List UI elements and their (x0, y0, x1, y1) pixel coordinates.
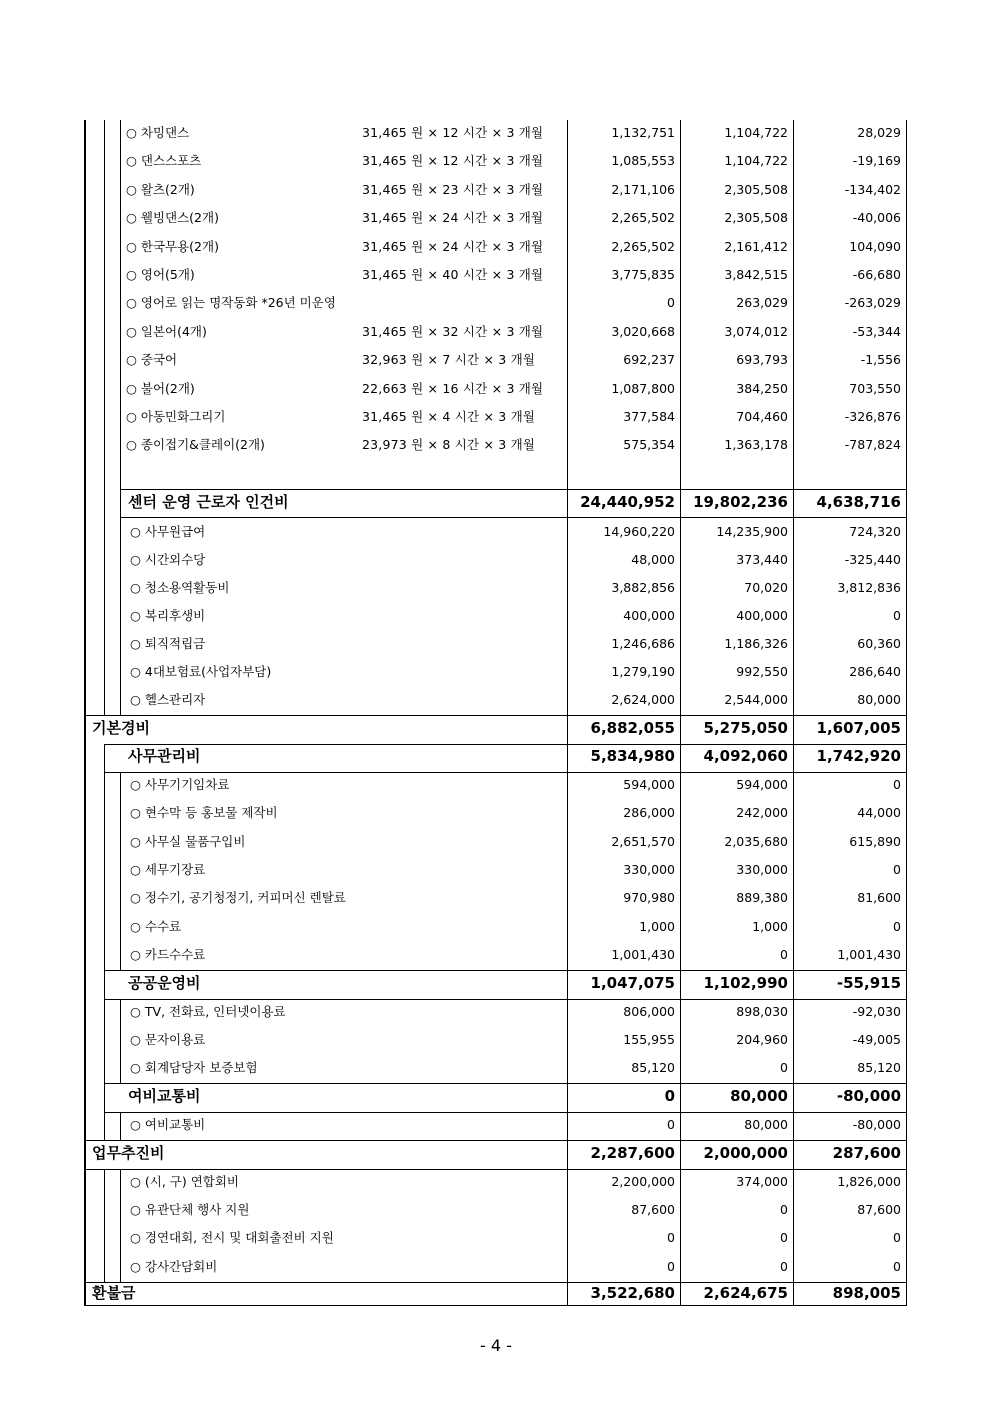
actual-value: 2,305,508 (724, 182, 788, 197)
course-name: ○ 댄스스포츠 (126, 153, 202, 168)
actual-value: 1,104,722 (724, 125, 788, 140)
course-calculation: 31,465 원 × 23 시간 × 3 개월 (362, 182, 544, 197)
line-item-name: ○ 헬스관리자 (130, 692, 206, 707)
course-calculation: 31,465 원 × 32 시간 × 3 개월 (362, 324, 544, 339)
difference-value: -49,005 (852, 1032, 901, 1047)
budget-value: 48,000 (631, 552, 675, 567)
table-rule (120, 999, 121, 1083)
budget-value: 0 (667, 1117, 675, 1132)
actual-value: 2,624,675 (703, 1284, 788, 1302)
budget-value: 2,200,000 (611, 1174, 675, 1189)
actual-value: 374,000 (736, 1174, 788, 1189)
section-title-staff: 센터 운영 근로자 인건비 (128, 493, 289, 511)
course-calculation: 31,465 원 × 4 시간 × 3 개월 (362, 409, 536, 424)
line-item-name: ○ 4대보험료(사업자부담) (130, 664, 272, 679)
actual-value: 0 (780, 1230, 788, 1245)
table-rule (104, 970, 907, 971)
actual-value: 693,793 (736, 352, 788, 367)
budget-value: 3,882,856 (611, 580, 675, 595)
budget-value: 1,246,686 (611, 636, 675, 651)
table-rule (84, 715, 907, 716)
course-name: ○ 차밍댄스 (126, 125, 190, 140)
budget-value: 575,354 (623, 437, 675, 452)
line-item-name: ○ 사무실 물품구입비 (130, 834, 246, 849)
difference-value: -53,344 (852, 324, 901, 339)
difference-value: -55,915 (836, 974, 901, 992)
budget-value: 1,047,075 (590, 974, 675, 992)
budget-value: 0 (667, 1230, 675, 1245)
budget-value: 1,085,553 (611, 153, 675, 168)
section-title-travel: 여비교통비 (128, 1087, 201, 1105)
difference-value: -40,006 (852, 210, 901, 225)
budget-value: 3,020,668 (611, 324, 675, 339)
table-rule (84, 1169, 907, 1170)
actual-value: 2,161,412 (724, 239, 788, 254)
budget-value: 0 (664, 1087, 675, 1105)
course-name: ○ 웰빙댄스(2개) (126, 210, 219, 225)
table-rule (680, 120, 681, 1306)
actual-value: 2,305,508 (724, 210, 788, 225)
actual-value: 0 (780, 947, 788, 962)
difference-value: 0 (893, 1230, 901, 1245)
course-calculation: 31,465 원 × 12 시간 × 3 개월 (362, 125, 544, 140)
budget-value: 1,087,800 (611, 381, 675, 396)
difference-value: 60,360 (857, 636, 901, 651)
actual-value: 2,544,000 (724, 692, 788, 707)
line-item-name: ○ 복리후생비 (130, 608, 206, 623)
section-title-public: 공공운영비 (128, 974, 201, 992)
budget-value: 400,000 (623, 608, 675, 623)
table-rule (104, 772, 907, 773)
course-name: ○ 일본어(4개) (126, 324, 207, 339)
actual-value: 242,000 (736, 805, 788, 820)
difference-value: 28,029 (857, 125, 901, 140)
section-title-refund: 환불금 (92, 1284, 136, 1302)
difference-value: 615,890 (849, 834, 901, 849)
actual-value: 400,000 (736, 608, 788, 623)
difference-value: -263,029 (844, 295, 901, 310)
difference-value: 1,742,920 (816, 747, 901, 765)
difference-value: -326,876 (844, 409, 901, 424)
difference-value: 898,005 (832, 1284, 901, 1302)
course-name: ○ 불어(2개) (126, 381, 195, 396)
difference-value: -80,000 (852, 1117, 901, 1132)
budget-value: 1,279,190 (611, 664, 675, 679)
table-rule (104, 744, 105, 1141)
actual-value: 594,000 (736, 777, 788, 792)
section-title-basic: 기본경비 (92, 719, 150, 737)
budget-value: 155,955 (623, 1032, 675, 1047)
difference-value: 80,000 (857, 692, 901, 707)
actual-value: 373,440 (736, 552, 788, 567)
actual-value: 14,235,900 (716, 524, 788, 539)
actual-value: 889,380 (736, 890, 788, 905)
difference-value: -92,030 (852, 1004, 901, 1019)
actual-value: 898,030 (736, 1004, 788, 1019)
difference-value: -80,000 (836, 1087, 901, 1105)
budget-value: 14,960,220 (603, 524, 675, 539)
course-calculation: 23,973 원 × 8 시간 × 3 개월 (362, 437, 536, 452)
course-calculation: 31,465 원 × 24 시간 × 3 개월 (362, 239, 544, 254)
table-rule (906, 120, 907, 1306)
difference-value: 1,607,005 (816, 719, 901, 737)
line-item-name: ○ 퇴직적립금 (130, 636, 206, 651)
difference-value: 104,090 (849, 239, 901, 254)
line-item-name: ○ 세무기장료 (130, 862, 206, 877)
difference-value: -1,556 (860, 352, 901, 367)
table-rule (84, 1305, 907, 1306)
budget-value: 3,775,835 (611, 267, 675, 282)
difference-value: -19,169 (852, 153, 901, 168)
budget-value: 970,980 (623, 890, 675, 905)
difference-value: 85,120 (857, 1060, 901, 1075)
table-rule (104, 999, 907, 1000)
actual-value: 384,250 (736, 381, 788, 396)
section-title-promo: 업무추진비 (92, 1144, 165, 1162)
difference-value: 0 (893, 1259, 901, 1274)
difference-value: 0 (893, 862, 901, 877)
difference-value: -134,402 (844, 182, 901, 197)
budget-value: 1,132,751 (611, 125, 675, 140)
line-item-name: ○ 여비교통비 (130, 1117, 206, 1132)
actual-value: 992,550 (736, 664, 788, 679)
budget-value: 286,000 (623, 805, 675, 820)
actual-value: 4,092,060 (703, 747, 788, 765)
budget-value: 0 (667, 295, 675, 310)
difference-value: 81,600 (857, 890, 901, 905)
actual-value: 80,000 (730, 1087, 788, 1105)
actual-value: 330,000 (736, 862, 788, 877)
actual-value: 2,000,000 (703, 1144, 788, 1162)
actual-value: 704,460 (736, 409, 788, 424)
line-item-name: ○ 수수료 (130, 919, 182, 934)
difference-value: 3,812,836 (837, 580, 901, 595)
line-item-name: ○ 경연대회, 전시 및 대회출전비 지원 (130, 1230, 334, 1245)
budget-value: 692,237 (623, 352, 675, 367)
course-calculation: 31,465 원 × 40 시간 × 3 개월 (362, 267, 544, 282)
course-name: ○ 왈츠(2개) (126, 182, 195, 197)
course-name: ○ 영어로 읽는 명작동화 *26년 미운영 (126, 295, 336, 310)
course-name: ○ 중국어 (126, 352, 178, 367)
difference-value: -66,680 (852, 267, 901, 282)
difference-value: 0 (893, 919, 901, 934)
difference-value: 0 (893, 777, 901, 792)
line-item-name: ○ 유관단체 행사 지원 (130, 1202, 250, 1217)
budget-value: 2,171,106 (611, 182, 675, 197)
actual-value: 263,029 (736, 295, 788, 310)
budget-value: 2,265,502 (611, 239, 675, 254)
page-number: - 4 - (480, 1336, 512, 1355)
left-border-thick (84, 120, 86, 1306)
line-item-name: ○ 현수막 등 홍보물 제작비 (130, 805, 278, 820)
course-name: ○ 아동민화그리기 (126, 409, 226, 424)
difference-value: 87,600 (857, 1202, 901, 1217)
actual-value: 0 (780, 1202, 788, 1217)
difference-value: 44,000 (857, 805, 901, 820)
actual-value: 5,275,050 (703, 719, 788, 737)
difference-value: 703,550 (849, 381, 901, 396)
budget-value: 594,000 (623, 777, 675, 792)
table-rule (567, 120, 568, 1306)
budget-value: 806,000 (623, 1004, 675, 1019)
budget-value: 3,522,680 (590, 1284, 675, 1302)
table-rule (84, 1282, 907, 1283)
budget-value: 2,651,570 (611, 834, 675, 849)
line-item-name: ○ 청소용역활동비 (130, 580, 230, 595)
budget-value: 2,624,000 (611, 692, 675, 707)
actual-value: 1,000 (752, 919, 788, 934)
budget-value: 1,001,430 (611, 947, 675, 962)
budget-value: 2,265,502 (611, 210, 675, 225)
course-name: ○ 한국무용(2개) (126, 239, 219, 254)
table-rule (104, 1169, 105, 1283)
actual-value: 70,020 (744, 580, 788, 595)
table-rule (793, 120, 794, 1306)
budget-value: 2,287,600 (590, 1144, 675, 1162)
actual-value: 3,842,515 (724, 267, 788, 282)
table-rule (120, 772, 121, 970)
actual-value: 204,960 (736, 1032, 788, 1047)
budget-value: 6,882,055 (590, 719, 675, 737)
difference-value: 0 (893, 608, 901, 623)
line-item-name: ○ 시간외수당 (130, 552, 206, 567)
line-item-name: ○ 문자이용료 (130, 1032, 206, 1047)
difference-value: 724,320 (849, 524, 901, 539)
table-rule (120, 120, 121, 716)
actual-value: 0 (780, 1259, 788, 1274)
line-item-name: ○ 회계담당자 보증보험 (130, 1060, 258, 1075)
table-rule (120, 517, 907, 518)
course-calculation: 31,465 원 × 12 시간 × 3 개월 (362, 153, 544, 168)
table-rule (104, 1112, 907, 1113)
table-rule (104, 120, 105, 716)
course-name: ○ 영어(5개) (126, 267, 195, 282)
budget-value: 1,000 (639, 919, 675, 934)
difference-value: 1,826,000 (837, 1174, 901, 1189)
difference-value: 1,001,430 (837, 947, 901, 962)
course-name: ○ 종이접기&클레이(2개) (126, 437, 265, 452)
line-item-name: ○ (시, 구) 연합회비 (130, 1174, 240, 1189)
table-rule (120, 1112, 121, 1141)
difference-value: -325,440 (844, 552, 901, 567)
actual-value: 1,186,326 (724, 636, 788, 651)
actual-value: 3,074,012 (724, 324, 788, 339)
table-rule (84, 1140, 907, 1141)
difference-value: -787,824 (844, 437, 901, 452)
table-rule (120, 489, 907, 490)
table-rule (104, 1083, 907, 1084)
table-rule (104, 744, 907, 745)
course-calculation: 31,465 원 × 24 시간 × 3 개월 (362, 210, 544, 225)
actual-value: 2,035,680 (724, 834, 788, 849)
budget-value: 87,600 (631, 1202, 675, 1217)
section-title-office: 사무관리비 (128, 747, 201, 765)
line-item-name: ○ 카드수수료 (130, 947, 206, 962)
difference-value: 4,638,716 (816, 493, 901, 511)
actual-value: 80,000 (744, 1117, 788, 1132)
budget-value: 85,120 (631, 1060, 675, 1075)
difference-value: 287,600 (832, 1144, 901, 1162)
course-calculation: 32,963 원 × 7 시간 × 3 개월 (362, 352, 536, 367)
actual-value: 19,802,236 (693, 493, 788, 511)
actual-value: 0 (780, 1060, 788, 1075)
table-rule (120, 1169, 121, 1283)
budget-value: 5,834,980 (590, 747, 675, 765)
budget-value: 377,584 (623, 409, 675, 424)
course-calculation: 22,663 원 × 16 시간 × 3 개월 (362, 381, 544, 396)
line-item-name: ○ 정수기, 공기청정기, 커피머신 렌탈료 (130, 890, 346, 905)
budget-value: 330,000 (623, 862, 675, 877)
line-item-name: ○ 사무원급여 (130, 524, 206, 539)
budget-value: 0 (667, 1259, 675, 1274)
difference-value: 286,640 (849, 664, 901, 679)
line-item-name: ○ 사무기기임차료 (130, 777, 230, 792)
budget-value: 24,440,952 (580, 493, 675, 511)
line-item-name: ○ 강사간담회비 (130, 1259, 218, 1274)
actual-value: 1,363,178 (724, 437, 788, 452)
actual-value: 1,102,990 (703, 974, 788, 992)
line-item-name: ○ TV, 전화료, 인터넷이용료 (130, 1004, 286, 1019)
actual-value: 1,104,722 (724, 153, 788, 168)
